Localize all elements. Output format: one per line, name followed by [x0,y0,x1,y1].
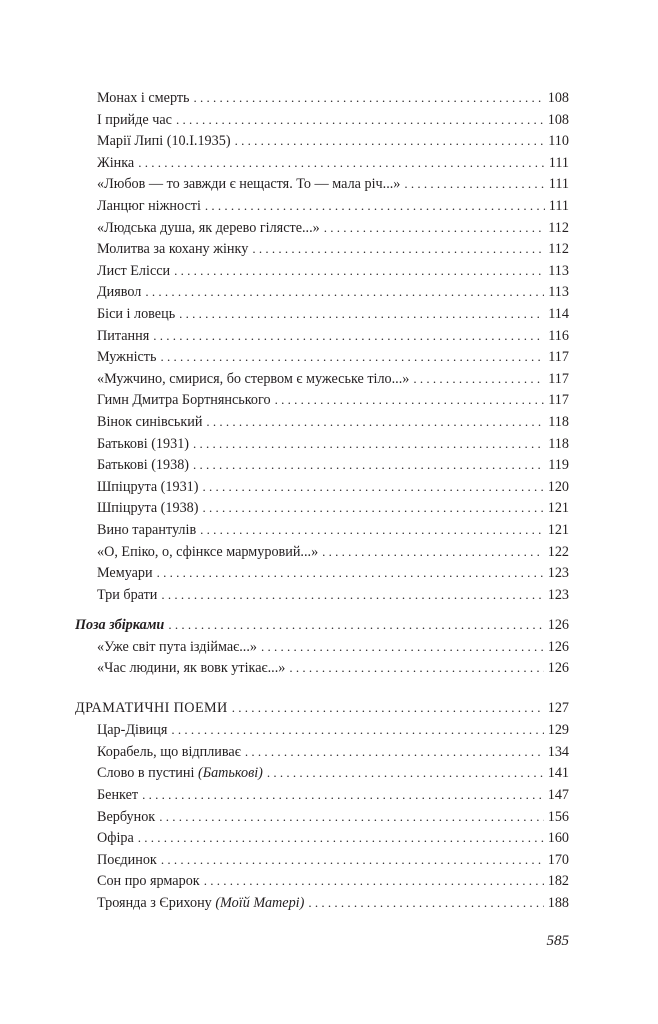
toc-entry [0,719,658,741]
dot-leader [161,849,544,871]
entry-page: 108 [547,112,569,128]
entry-title-text: Слово в пустині [97,765,195,781]
dot-leader [324,217,544,239]
entry-page: 113 [548,263,569,279]
toc-entry [0,152,658,174]
entry-page: 121 [547,500,569,516]
toc-entry [0,784,658,806]
entry-page: 182 [547,873,569,889]
toc-section-heading [0,614,658,636]
toc-entry [0,497,658,519]
entry-title: Бенкет [97,787,139,803]
entry-title: Мужність [97,349,157,365]
toc-entry [0,87,658,109]
dot-leader [289,657,543,679]
entry-page: 141 [547,765,569,781]
entry-title: Офіра [97,830,134,846]
dot-leader [206,411,544,433]
toc-entry [0,657,658,679]
entry-page: 112 [548,220,569,236]
entry-title: Монах і смерть [97,90,190,106]
dot-leader [145,281,544,303]
dot-leader [193,433,544,455]
entry-page: 117 [548,392,569,408]
dot-leader [275,389,545,411]
dot-leader [142,784,544,806]
entry-page: 108 [547,90,569,106]
part-title: ДРАМАТИЧНІ ПОЕМИ [75,700,228,716]
entry-title: Три брати [97,587,158,603]
entry-title: Батькові (1931) [97,436,190,452]
dot-leader [194,87,544,109]
entry-title: Шпіцрута (1931) [97,479,199,495]
entry-page: 110 [548,133,569,149]
entry-page: 126 [547,639,569,655]
toc-entry [0,562,658,584]
entry-title: І прийде час [97,112,172,128]
toc-entry [0,519,658,541]
entry-page: 188 [547,895,569,911]
dot-leader [159,806,544,828]
dot-leader [204,870,544,892]
entry-page: 122 [547,544,569,560]
entry-page: 111 [548,176,569,192]
entry-title: Шпіцрута (1938) [97,500,199,516]
toc-entry [0,281,658,303]
entry-page: 114 [548,306,569,322]
dot-leader [261,636,544,658]
entry-page: 117 [548,349,569,365]
entry-title: «Людська душа, як дерево гілясте...» [97,220,320,236]
entry-title [97,892,308,914]
dot-leader [232,697,544,719]
entry-page: 117 [548,371,569,387]
entry-page: 118 [548,436,569,452]
entry-page: 123 [547,565,569,581]
entry-title: Цар-Дівиця [97,722,168,738]
dot-leader [138,827,544,849]
entry-title-text: Троянда з Єрихону [97,895,212,911]
toc-entry [0,454,658,476]
toc-entry [0,541,658,563]
entry-title: Питання [97,328,150,344]
toc-entry [0,741,658,763]
entry-title: «О, Епіко, о, сфінксе мармуровий...» [97,544,319,560]
dot-leader [138,152,545,174]
entry-page: 126 [547,617,569,633]
entry-title: Вербунок [97,809,156,825]
dot-leader [267,762,544,784]
dot-leader [176,109,544,131]
dot-leader [153,325,544,347]
toc-entry [0,109,658,131]
entry-title [97,762,267,784]
entry-title: Вінок синівський [97,414,203,430]
entry-title: Марії Липі (10.І.1935) [97,133,231,149]
entry-page: 111 [548,198,569,214]
toc-entry [0,260,658,282]
entry-title: «Уже світ пута іздіймає...» [97,639,257,655]
toc-entry [0,870,658,892]
entry-title: «Любов — то завжди є нещастя. То — мала річ...» [97,176,401,192]
dot-leader [404,173,544,195]
entry-title: Сон про ярмарок [97,873,200,889]
toc-entry [0,217,658,239]
entry-page: 112 [548,241,569,257]
section-title: Поза збірками [75,617,165,633]
entry-title: Мемуари [97,565,153,581]
dot-leader [171,719,543,741]
entry-page: 123 [547,587,569,603]
toc-entry [0,303,658,325]
dot-leader [235,130,545,152]
entry-title: Диявол [97,284,142,300]
dot-leader [174,260,544,282]
entry-page: 127 [547,700,569,716]
toc-part-heading [0,697,658,719]
toc-entry [0,827,658,849]
entry-title: «Час людини, як вовк утікає...» [97,660,286,676]
dot-leader [157,562,544,584]
entry-page: 121 [547,522,569,538]
entry-page: 120 [547,479,569,495]
entry-title: «Мужчино, смирися, бо стервом є мужеське тіло...» [97,371,410,387]
entry-title: Ланцюг ніжності [97,198,201,214]
entry-page: 118 [548,414,569,430]
entry-title: Поєдинок [97,852,157,868]
dot-leader [160,346,544,368]
dot-leader [193,454,544,476]
entry-title: Вино тарантулів [97,522,197,538]
dot-leader [322,541,544,563]
toc-entry [0,173,658,195]
dot-leader [202,497,543,519]
entry-page: 113 [548,284,569,300]
entry-title: Біси і ловець [97,306,176,322]
dot-leader [252,238,544,260]
toc-entry [0,849,658,871]
entry-page: 111 [548,155,569,171]
toc-entry [0,892,658,914]
toc-entry [0,389,658,411]
toc-entry [0,433,658,455]
entry-page: 126 [547,660,569,676]
entry-title: Жінка [97,155,135,171]
dot-leader [202,476,543,498]
entry-page: 170 [547,852,569,868]
dot-leader [200,519,544,541]
toc-entry [0,238,658,260]
dot-leader [308,892,543,914]
dot-leader [179,303,544,325]
entry-page: 147 [547,787,569,803]
entry-title: Гимн Дмитра Бортнянського [97,392,271,408]
entry-page: 134 [547,744,569,760]
toc-entry [0,411,658,433]
toc-entry [0,346,658,368]
entry-page: 160 [547,830,569,846]
page-number: 585 [546,933,569,949]
toc-entry [0,636,658,658]
entry-page: 116 [548,328,569,344]
entry-page: 156 [547,809,569,825]
toc-entry [0,325,658,347]
entry-title: Корабель, що відпливає [97,744,241,760]
dot-leader [413,368,544,390]
toc-entry [0,762,658,784]
entry-dedication: (Моїй Матері) [215,895,305,911]
entry-title: Лист Елісси [97,263,171,279]
toc-entry [0,130,658,152]
dot-leader [205,195,545,217]
toc-entry [0,368,658,390]
toc-entry [0,195,658,217]
dot-leader [161,584,543,606]
dot-leader [245,741,544,763]
entry-title: Молитва за кохану жінку [97,241,249,257]
entry-title: Батькові (1938) [97,457,190,473]
entry-page: 119 [548,457,569,473]
entry-dedication: (Батькові) [197,765,263,781]
toc-entry [0,806,658,828]
toc-entry [0,584,658,606]
entry-page: 129 [547,722,569,738]
toc-entry [0,476,658,498]
dot-leader [168,614,543,636]
